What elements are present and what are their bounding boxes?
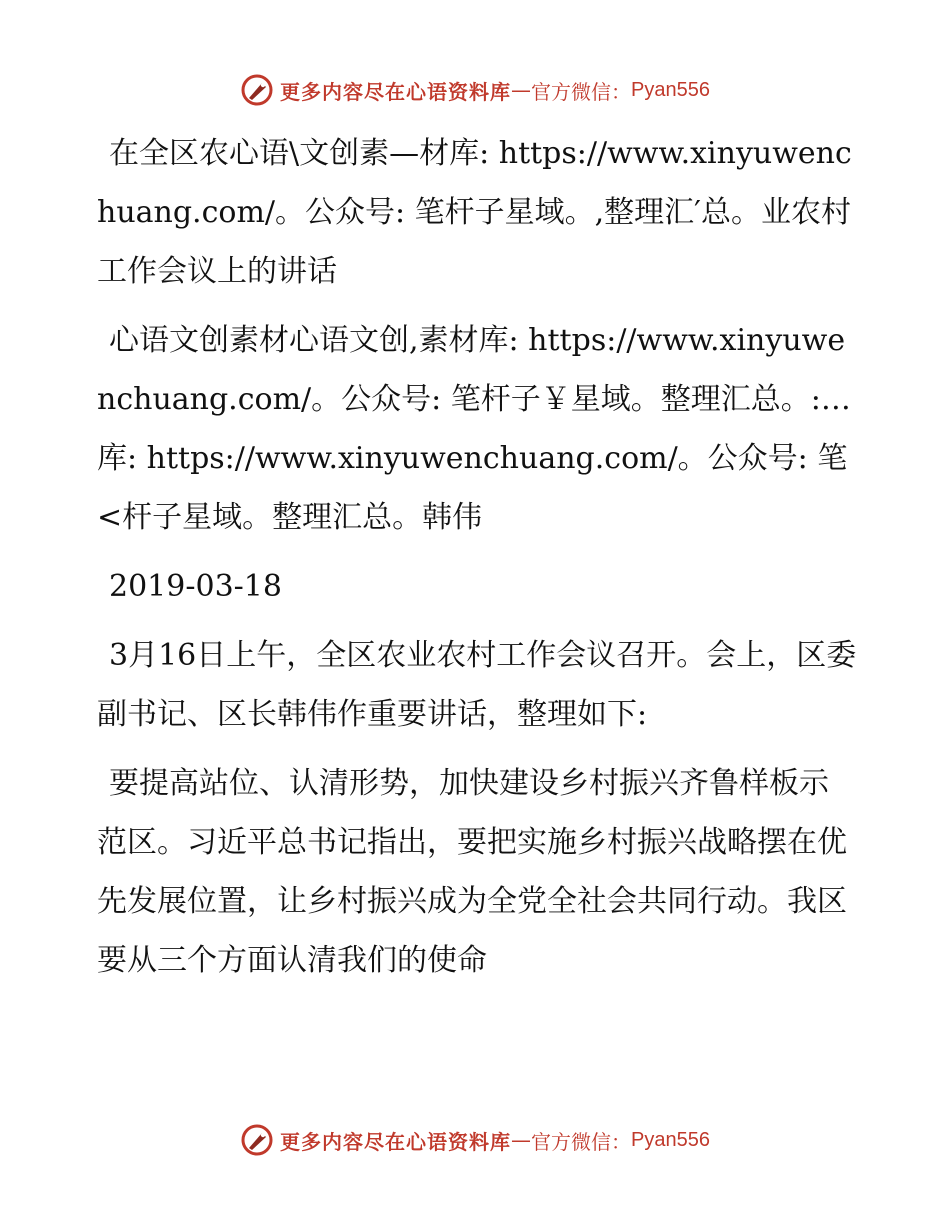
banner-dash: — (511, 78, 532, 102)
header-banner (0, 70, 950, 110)
paragraph-title: 在全区农心语\文创素—材库: https://www.xinyuwenchuang.com/。公众号: 笔杆子星域。,整理汇′总。业农村工作会议上的讲话 (97, 136, 852, 289)
banner-wechat-id: Pyan556 (631, 78, 710, 101)
banner-dash: — (511, 1128, 532, 1152)
paragraph-body: 要提高站位、认清形势，加快建设乡村振兴齐鲁样板示范区。习近平总书记指出，要把实施乡村振兴战略摆在优先发展位置，让乡村振兴成为全党全社会共同行动。我区要从三个方面认清我们的使命 (97, 766, 847, 978)
paragraph-intro: 3月16日上午，全区农业农村工作会议召开。会上，区委副书记、区长韩伟作重要讲话，整理如下: (97, 638, 857, 732)
pen-nib-logo-icon (240, 1123, 274, 1157)
pen-nib-logo-icon (240, 73, 274, 107)
banner-wechat-label: 官方微信： (531, 79, 632, 104)
banner-wechat-id: Pyan556 (631, 1128, 710, 1151)
banner-brand: 更多内容尽在心语资料库 (280, 79, 512, 104)
banner-wechat-label: 官方微信： (531, 1129, 632, 1154)
footer-banner (0, 1120, 950, 1160)
paragraph-date: 2019-03-18 (109, 569, 282, 604)
paragraph-source: 心语文创素材心语文创,素材库: https://www.xinyuwenchuang.com/。公众号: 笔杆子￥星域。整理汇总。:…库: https://www.xinyuwenchuang.com/。公众号: 笔<杆子星域。整理汇总。韩伟 (97, 323, 851, 535)
banner-brand: 更多内容尽在心语资料库 (280, 1129, 512, 1154)
document-body (97, 124, 857, 1000)
